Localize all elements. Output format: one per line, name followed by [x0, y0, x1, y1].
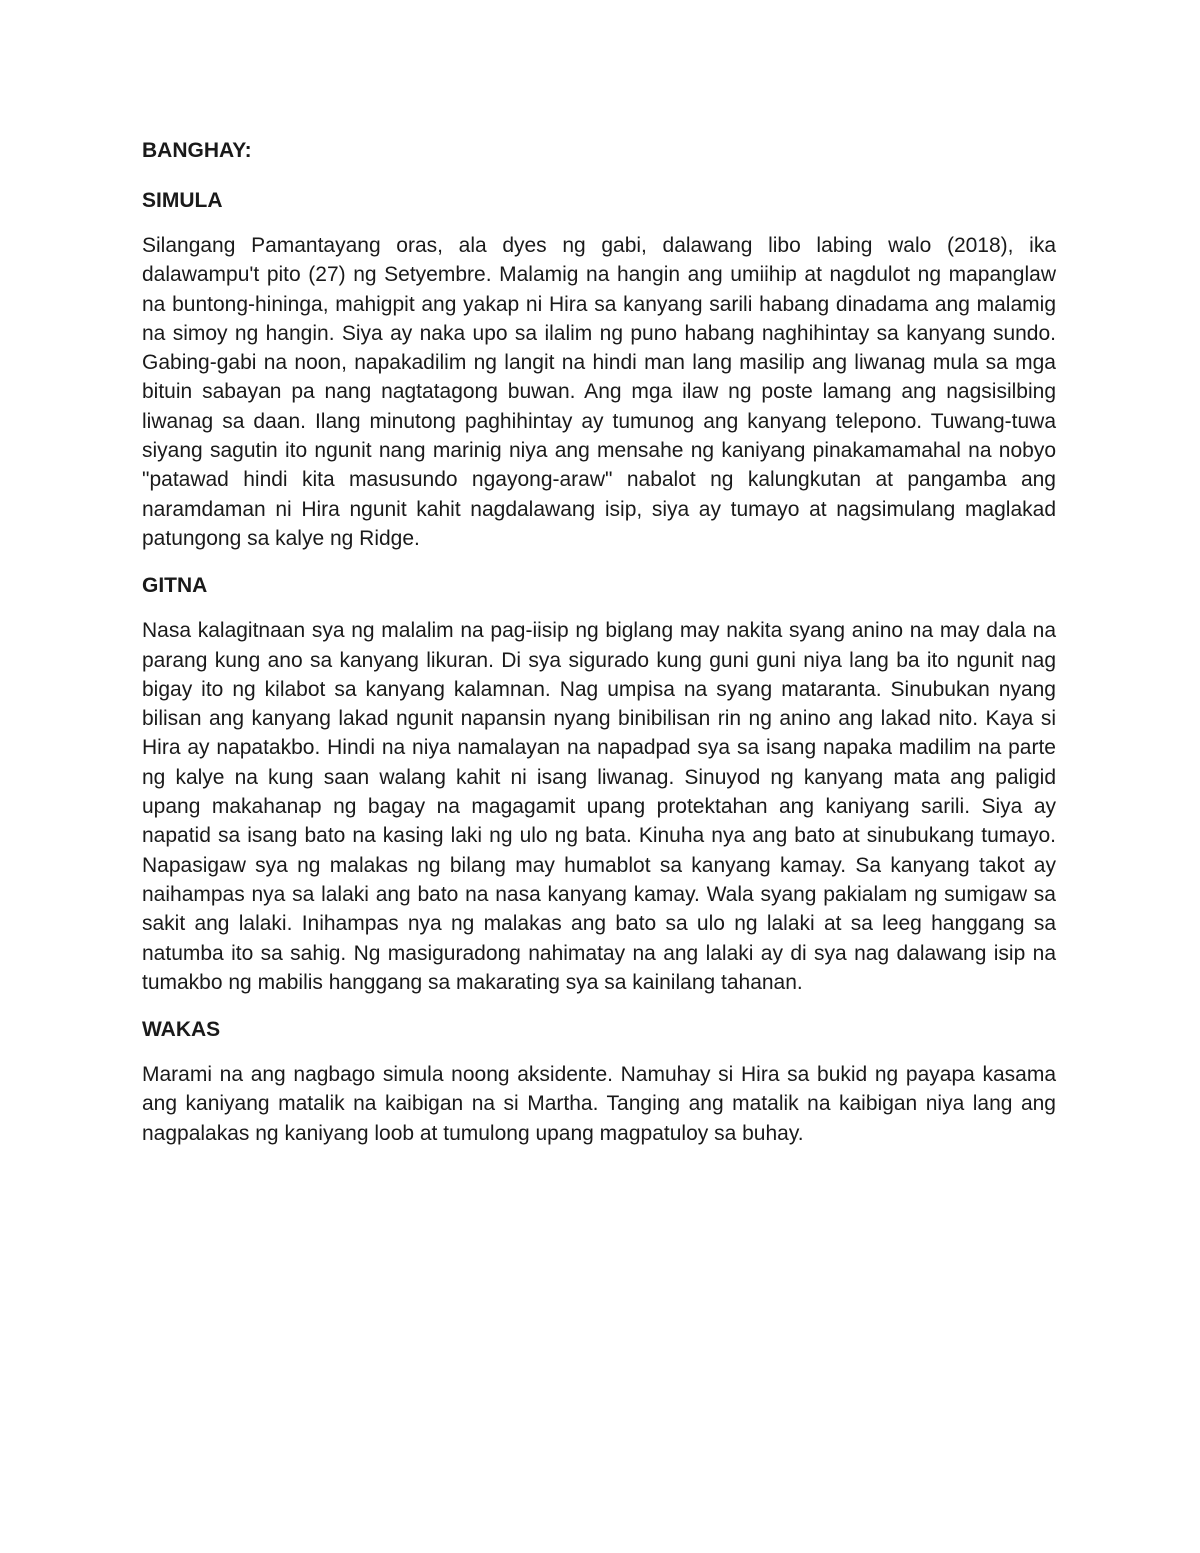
section-heading-simula: SIMULA [142, 189, 223, 212]
document-page [142, 136, 1056, 1166]
section-body-gitna: Nasa kalagitnaan sya ng malalim na pag-iisip ng biglang may nakita syang anino na may dala na parang kung ano sa kanyang likuran. Di sya sigurado kung guni guni niya lang ba ito ngunit nag bigay ito ng kilabot sa kanyang kalamnan. Nag umpisa na syang mataranta. Sinubukan nyang bilisan ang kanyang lakad ngunit napansin nyang binibilisan rin ng anino ang lakad nito. Kaya si Hira ay napatakbo. Hindi na niya namalayan na napadpad sya sa isang napaka madilim na parte ng kalye na kung saan walang kahit ni isang liwanag. Sinuyod ng kanyang mata ang paligid upang makahanap ng bagay na magagamit upang protektahan ang kaniyang sarili. Siya ay napatid sa isang bato na kasing laki ng ulo ng bata. Kinuha nya ang bato at sinubukang tumayo. Napasigaw sya ng malakas ng bilang may humablot sa kanyang kamay. Sa kanyang takot ay naihampas nya sa lalaki ang bato na nasa kanyang kamay. Wala syang pakialam ng sumigaw sa sakit ang lalaki. Inihampas nya ng malakas ang bato sa ulo ng lalaki at sa leeg hanggang sa natumba ito sa sahig. Ng masiguradong nahimatay na ang lalaki ay di sya nag dalawang isip na tumakbo ng mabilis hanggang sa makarating sya sa kainilang tahanan. [142, 619, 1056, 994]
section-body-wakas: Marami na ang nagbago simula noong aksidente. Namuhay si Hira sa bukid ng payapa kasama ang kaniyang matalik na kaibigan na si Martha. Tanging ang matalik na kaibigan niya lang ang nagpalakas ng kaniyang loob at tumulong upang magpatuloy sa buhay. [142, 1063, 1056, 1145]
document-title: BANGHAY: [142, 139, 252, 162]
section-heading-wakas: WAKAS [142, 1018, 221, 1042]
section-body-simula: Silangang Pamantayang oras, ala dyes ng gabi, dalawang libo labing walo (2018), ika dalawampu't pito (27) ng Setyembre. Malamig na hangin ang umiihip at nagdulot ng mapanglaw na buntong-hininga, mahigpit ang yakap ni Hira sa kanyang sarili habang dinadama ang malamig na simoy ng hangin. Siya ay naka upo sa ilalim ng puno habang naghihintay sa kanyang sundo. Gabing-gabi na noon, napakadilim ng langit na hindi man lang masilip ang liwanag mula sa mga bituin sabayan pa nang nagtatagong buwan. Ang mga ilaw ng poste lamang ang nagsisilbing liwanag sa daan. Ilang minutong paghihintay ay tumunog ang kanyang telepono. Tuwang-tuwa siyang sagutin ito ngunit nang marinig niya ang mensahe ng kaniyang pinakamamahal na nobyo "patawad hindi kita masusundo ngayong-araw" nabalot ng kalungkutan at pangamba ang naramdaman ni Hira ngunit kahit nagdalawang isip, siya ay tumayo at nagsimulang maglakad patungong sa kalye ng Ridge. [142, 234, 1056, 550]
section-heading-gitna: GITNA [142, 574, 208, 598]
